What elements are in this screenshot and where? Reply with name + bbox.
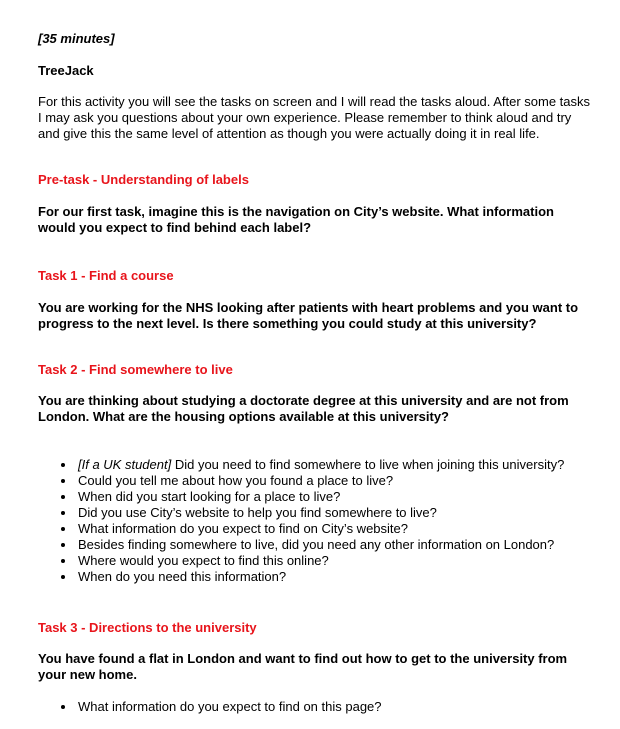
list-item: Besides finding somewhere to live, did you need any other information on London?: [78, 537, 608, 553]
intro-paragraph: For this activity you will see the tasks on screen and I will read the tasks aloud. After some tasks I may ask you questions about your own experience. Please remember to think aloud and try and give this the same level of attention as though you were actually doing it in real life.: [38, 94, 591, 141]
question-text: Did you need to find somewhere to live when joining this university?: [171, 457, 565, 472]
task2-question-list: [78, 457, 608, 585]
pretask-heading: Pre-task - Understanding of labels: [38, 172, 249, 187]
list-item: Could you tell me about how you found a place to live?: [78, 473, 608, 489]
task1-text: You are working for the NHS looking after patients with heart problems and you want to progress to the next level. Is there something you could study at this university?: [38, 300, 579, 331]
list-item: Did you use City’s website to help you find somewhere to live?: [78, 505, 608, 521]
tool-name: TreeJack: [38, 63, 94, 78]
list-item: Where would you expect to find this online?: [78, 553, 608, 569]
list-item: What information do you expect to find on City’s website?: [78, 521, 608, 537]
list-item: When did you start looking for a place to live?: [78, 489, 608, 505]
task3-text: You have found a flat in London and want to find out how to get to the university from your new home.: [38, 651, 568, 682]
list-item: When do you need this information?: [78, 569, 608, 585]
task3-question-list: [78, 699, 608, 715]
session-duration: [35 minutes]: [38, 31, 115, 46]
task2-heading: Task 2 - Find somewhere to live: [38, 362, 233, 377]
task1-heading: Task 1 - Find a course: [38, 268, 174, 283]
uk-student-note: [If a UK student]: [78, 457, 172, 472]
task2-text: You are thinking about studying a doctorate degree at this university and are not from London. What are the housing options available at this university?: [38, 393, 569, 424]
pretask-text: For our first task, imagine this is the navigation on City’s website. What information would you expect to find behind each label?: [38, 204, 554, 235]
list-item: [78, 457, 608, 473]
task3-heading: Task 3 - Directions to the university: [38, 620, 257, 635]
list-item: What information do you expect to find on this page?: [78, 699, 608, 715]
